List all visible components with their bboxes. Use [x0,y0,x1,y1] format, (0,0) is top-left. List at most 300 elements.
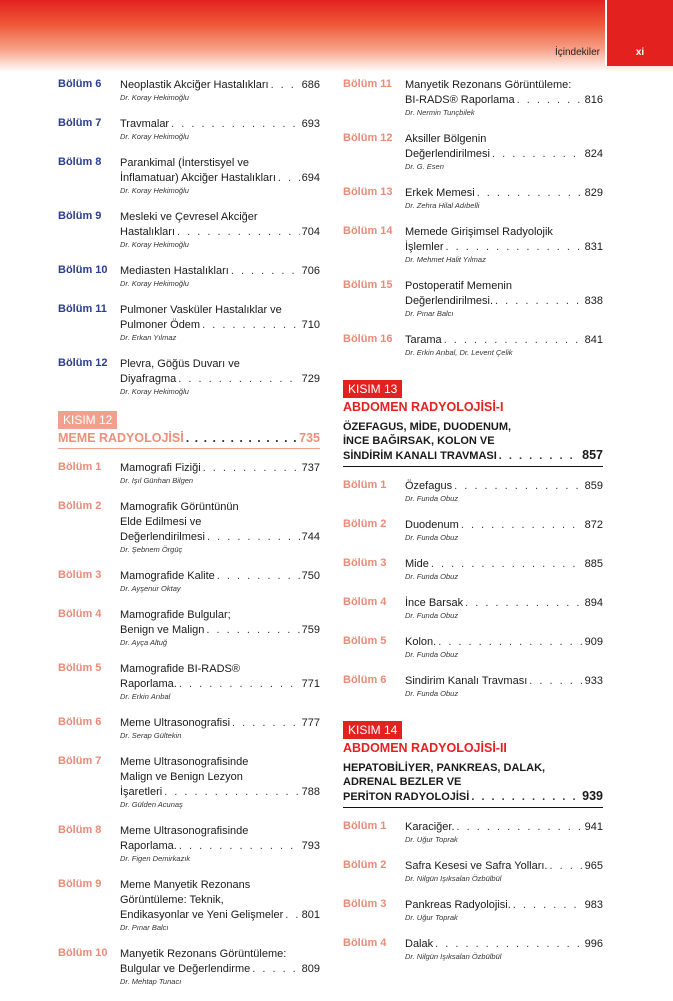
part-title[interactable] [58,431,320,445]
chapter-number: Bölüm 3 [58,569,102,581]
chapter-title-line [120,839,320,854]
chapter-author: Dr. G. Esen [405,162,444,171]
chapter-title-line [405,518,603,533]
chapter-title-text: BI-RADS® Raporlama [405,94,515,106]
chapter-title-line: Parankimal (İnterstisyel ve [120,157,249,169]
leader-dots [171,117,300,132]
chapter-number: Bölüm 1 [343,479,387,491]
toc-entry[interactable] [58,210,320,250]
chapter-list [58,461,320,987]
leader-dots [179,677,300,692]
chapter-author: Dr. Funda Obuz [405,494,459,503]
chapter-author: Dr. Koray Hekimoğlu [120,93,189,102]
chapter-title [120,156,320,186]
toc-entry[interactable] [343,898,603,923]
chapter-title-text: Neoplastik Akciğer Hastalıkları [120,79,269,91]
toc-entry[interactable] [58,608,320,648]
chapter-author: Dr. Uğur Toprak [405,913,458,922]
chapter-title [120,117,320,132]
chapter-number: Bölüm 1 [58,461,102,473]
leader-dots [207,530,300,545]
toc-entry[interactable] [343,479,603,504]
chapter-title-text: Karaciğer. [405,821,455,833]
chapter-number: Bölüm 2 [343,859,387,871]
page-number: 809 [301,963,320,975]
chapter-author: Dr. Funda Obuz [405,650,459,659]
page-number: 759 [301,624,320,636]
chapter-title-line: Elde Edilmesi ve [120,516,202,528]
toc-entry[interactable] [58,569,320,594]
chapter-title [120,303,320,333]
leader-dots [444,333,583,348]
part-subtitle-line: İNCE BAĞIRSAK, KOLON VE [343,435,495,447]
chapter-title-text: Raporlama. [120,840,177,852]
chapter-number: Bölüm 11 [343,78,392,90]
chapter-title [120,755,320,800]
chapter-author: Dr. Işıl Günhan Bilgen [120,476,194,485]
page-number: 686 [301,79,320,91]
part-subtitle[interactable] [343,420,603,463]
chapter-title-text: Pulmoner Ödem [120,319,201,331]
chapter-author: Dr. Gülden Acunaş [120,800,183,809]
chapter-number: Bölüm 3 [343,898,387,910]
part-title: ABDOMEN RADYOLOJİSİ-II [343,741,507,755]
chapter-title-line: Plevra, Göğüs Duvarı ve [120,358,240,370]
chapter-title-text: Kolon. [405,636,437,648]
chapter-author: Dr. Ayça Altuğ [120,638,168,647]
header-band [0,0,673,72]
toc-entry[interactable] [343,78,603,118]
part-subtitle-line [343,789,603,804]
chapter-title-text: Değerlendirilmesi [120,531,205,543]
chapter-title-line: Meme Ultrasonografisinde [120,825,249,837]
part-subtitle[interactable] [343,761,603,804]
chapter-title-line [120,461,320,476]
chapter-title-line [120,569,320,584]
leader-dots [477,186,583,201]
chapter-title-line [405,333,603,348]
page-number: 704 [301,226,320,238]
chapter-author: Dr. Funda Obuz [405,689,459,698]
page-number: 710 [301,319,320,331]
page-number: 965 [584,860,603,872]
page-number: 831 [584,241,603,253]
chapter-title-line: Malign ve Benign Lezyon [120,771,243,783]
leader-dots [461,518,583,533]
chapter-list [58,78,320,397]
chapter-number: Bölüm 13 [343,186,393,198]
left-column [58,78,320,1001]
toc-entry[interactable] [58,264,320,289]
part-subtitle-line: ADRENAL BEZLER VE [343,776,462,788]
leader-dots [232,716,300,731]
page-number: 824 [584,148,603,160]
chapter-title-text: Tarama [405,334,442,346]
chapter-author: Dr. Pınar Balcı [405,309,454,318]
toc-entry[interactable] [58,947,320,987]
part-label: KISIM 14 [343,721,402,739]
page-number: 693 [301,118,320,130]
page-number: 729 [301,373,320,385]
chapter-title-line [120,117,320,132]
chapter-title [120,78,320,93]
page-number: 885 [584,558,603,570]
chapter-title-line [120,225,320,240]
chapter-title [120,662,320,692]
leader-dots [202,318,300,333]
chapter-author: Dr. Erkin Arıbal, Dr. Levent Çelik [405,348,513,357]
leader-dots [206,623,299,638]
chapter-title-line [405,294,603,309]
toc-entry[interactable] [58,461,320,486]
chapter-title-line [120,785,320,800]
leader-dots [278,171,300,186]
toc-entry[interactable] [343,596,603,621]
chapter-number: Bölüm 6 [58,716,102,728]
leader-dots [438,635,582,650]
chapter-title-text: Mide [405,558,429,570]
chapter-title-text: İnflamatuar) Akciğer Hastalıkları [120,172,276,184]
page-number: 793 [301,840,320,852]
part-label: KISIM 13 [343,380,402,398]
chapter-title-text: Travmalar [120,118,170,130]
toc-entry[interactable] [58,662,320,702]
chapter-title-text: Özefagus [405,480,453,492]
chapter-title-text: Mediasten Hastalıkları [120,265,229,277]
divider [343,466,603,467]
leader-dots [231,264,300,279]
chapter-number: Bölüm 16 [343,333,393,345]
toc-entry[interactable] [343,279,603,319]
page-number: 941 [584,821,603,833]
toc-entry[interactable] [343,635,603,660]
chapter-title-line [405,186,603,201]
page-number: 909 [584,636,603,648]
chapter-title-line: Aksiller Bölgenin [405,133,487,145]
page-number-box [605,0,673,66]
chapter-number: Bölüm 10 [58,264,108,276]
page-number: 744 [301,531,320,543]
leader-dots [517,93,583,108]
toc-entry[interactable] [343,518,603,543]
chapter-title [405,674,603,689]
page-number: 829 [584,187,603,199]
chapter-author: Dr. Funda Obuz [405,533,459,542]
chapter-title [120,461,320,476]
chapter-title-line [405,240,603,255]
chapter-title-line: Mesleki ve Çevresel Akciğer [120,211,258,223]
chapter-title [405,820,603,835]
leader-dots [431,557,583,572]
toc-entry[interactable] [58,78,320,103]
toc-entry[interactable] [58,156,320,196]
chapter-number: Bölüm 7 [58,117,102,129]
chapter-author: Dr. Figen Demirkazık [120,854,191,863]
chapter-author: Dr. Erkan Yılmaz [120,333,177,342]
page-number: 872 [584,519,603,531]
chapter-title-line [120,677,320,692]
toc-entry[interactable] [343,859,603,884]
leader-dots [271,78,300,93]
chapter-title-line: Görüntüleme: Teknik, [120,894,224,906]
chapter-author: Dr. Zehra Hilal Adıbelli [405,201,480,210]
chapter-title-line: Postoperatif Memenin [405,280,512,292]
leader-dots [499,449,580,463]
chapter-number: Bölüm 9 [58,210,102,222]
chapter-title-text: Raporlama. [120,678,177,690]
chapter-title-line: Meme Manyetik Rezonans [120,879,251,891]
page-number: xi [635,47,645,58]
leader-dots [178,372,299,387]
chapter-author: Dr. Erkin Arıbal [120,692,171,701]
part-subtitle-text: SİNDİRİM KANALI TRAVMASI [343,450,497,462]
chapter-number: Bölüm 8 [58,824,102,836]
part-page: 735 [299,431,320,445]
chapter-title-text: Bulgular ve Değerlendirme [120,963,251,975]
chapter-title [120,824,320,854]
chapter-title-line [120,264,320,279]
chapter-title [405,78,603,108]
chapter-number: Bölüm 9 [58,878,102,890]
chapter-title-text: Sindirim Kanalı Travması [405,675,528,687]
chapter-title [405,859,603,874]
leader-dots [217,569,300,584]
chapter-title [120,716,320,731]
part-13-heading [343,380,603,467]
chapter-number: Bölüm 6 [343,674,387,686]
chapter-title-line [405,557,603,572]
leader-dots [513,898,583,913]
chapter-title [405,557,603,572]
chapter-number: Bölüm 3 [343,557,387,569]
toc-entry[interactable] [343,557,603,582]
leader-dots [177,225,300,240]
chapter-title-text: Değerlendirilmesi. [405,295,494,307]
page-number: 801 [301,909,320,921]
page-number: 859 [584,480,603,492]
toc-entry[interactable] [58,755,320,810]
chapter-author: Dr. Nilgün Işıksalan Özbülbül [405,874,502,883]
chapter-author: Dr. Mehmet Halit Yılmaz [405,255,486,264]
chapter-title [405,186,603,201]
chapter-title-line [405,674,603,689]
chapter-title-line [405,937,603,952]
chapter-title [405,937,603,952]
chapter-author: Dr. Serap Gültekin [120,731,182,740]
page-number: 694 [301,172,320,184]
chapter-number: Bölüm 4 [343,937,387,949]
leader-dots [492,147,583,162]
chapter-list [343,820,603,962]
toc-entry[interactable] [58,824,320,864]
toc-entry[interactable] [343,937,603,962]
chapter-author: Dr. Nermin Tunçbilek [405,108,475,117]
chapter-number: Bölüm 12 [58,357,108,369]
divider [58,448,320,449]
leader-dots [186,431,297,445]
chapter-author: Dr. Funda Obuz [405,611,459,620]
chapter-number: Bölüm 7 [58,755,102,767]
chapter-title-line [405,859,603,874]
chapter-number: Bölüm 10 [58,947,108,959]
toc-entry[interactable] [58,500,320,555]
chapter-title-line: Manyetik Rezonans Görüntüleme: [405,79,572,91]
chapter-title-text: Mamografide Kalite [120,570,215,582]
toc-entry[interactable] [58,878,320,933]
chapter-title-line: Mamografide Bulgular; [120,609,231,621]
chapter-title [405,279,603,309]
leader-dots [454,479,583,494]
chapter-title [120,569,320,584]
chapter-title-text: Pankreas Radyolojisi. [405,899,511,911]
toc-entry[interactable] [343,820,603,845]
chapter-author: Dr. Ayşenur Oktay [120,584,181,593]
chapter-number: Bölüm 2 [58,500,102,512]
chapter-title-text: Safra Kesesi ve Safra Yolları. [405,860,548,872]
leader-dots [465,596,583,611]
chapter-title [120,357,320,387]
part-subtitle-line: HEPATOBİLİYER, PANKREAS, DALAK, [343,762,546,774]
part-subtitle-line [343,448,603,463]
chapter-title-line: Pulmoner Vasküler Hastalıklar ve [120,304,282,316]
chapter-title-text: Benign ve Malign [120,624,205,636]
page-number: 838 [584,295,603,307]
chapter-author: Dr. Koray Hekimoğlu [120,387,189,396]
chapter-title-line [120,78,320,93]
page-number: 788 [301,786,320,798]
chapter-title [405,898,603,913]
part-title: ABDOMEN RADYOLOJİSİ-I [343,400,504,414]
chapter-title-line [120,716,320,731]
toc-entry[interactable] [343,333,603,358]
chapter-number: Bölüm 5 [58,662,102,674]
page-number: 996 [584,938,603,950]
chapter-title-line [120,171,320,186]
leader-dots [471,790,580,804]
leader-dots [495,294,583,309]
chapter-title [120,947,320,977]
chapter-title-text: Endikasyonlar ve Yeni Gelişmeler [120,909,284,921]
chapter-number: Bölüm 11 [58,303,107,315]
chapter-title [120,878,320,923]
chapter-title [120,500,320,545]
chapter-title-line [405,898,603,913]
chapter-author: Dr. Nilgün Işıksalan Özbülbül [405,952,502,961]
leader-dots [457,820,583,835]
toc-entry[interactable] [343,225,603,265]
chapter-list [343,78,603,358]
chapter-title-text: Duodenum [405,519,459,531]
chapter-title-line: Manyetik Rezonans Görüntüleme: [120,948,287,960]
leader-dots [549,859,582,874]
chapter-title [405,333,603,348]
chapter-author: Dr. Koray Hekimoğlu [120,279,189,288]
leader-dots [252,962,299,977]
chapter-title-line: Meme Ultrasonografisinde [120,756,249,768]
chapter-title [405,132,603,162]
chapter-title [405,635,603,650]
chapter-title-line [405,596,603,611]
toc-entry[interactable] [343,132,603,172]
part-subtitle-line: ÖZEFAGUS, MİDE, DUODENUM, [343,421,512,433]
page-number: 816 [584,94,603,106]
chapter-title-text: Mamografi Fiziği [120,462,201,474]
page-number: 933 [584,675,603,687]
page-number: 750 [301,570,320,582]
chapter-number: Bölüm 5 [343,635,387,647]
chapter-title-line [405,635,603,650]
chapter-author: Dr. Koray Hekimoğlu [120,132,189,141]
leader-dots [529,674,582,689]
toc-entry[interactable] [58,357,320,397]
chapter-author: Dr. Koray Hekimoğlu [120,186,189,195]
chapter-title-line [120,318,320,333]
chapter-title [405,518,603,533]
chapter-author: Dr. Funda Obuz [405,572,459,581]
part-page: 939 [582,789,603,803]
chapter-title [405,225,603,255]
chapter-number: Bölüm 15 [343,279,393,291]
part-label: KISIM 12 [58,411,117,429]
part-14-heading [343,721,603,808]
right-column [343,78,603,976]
part-subtitle-text: PERİTON RADYOLOJİSİ [343,791,470,803]
chapter-title-line [405,479,603,494]
page-number: 894 [584,597,603,609]
page-number: 983 [584,899,603,911]
page-number: 771 [301,678,320,690]
leader-dots [164,785,299,800]
chapter-author: Dr. Şebnem Örgüç [120,545,183,554]
toc-entry[interactable] [58,303,320,343]
running-header: İçindekiler [554,47,600,58]
chapter-number: Bölüm 14 [343,225,393,237]
chapter-title-text: Erkek Memesi [405,187,475,199]
toc-entry[interactable] [58,716,320,741]
toc-entry[interactable] [343,186,603,211]
chapter-title-line [405,820,603,835]
chapter-title-line [405,147,603,162]
leader-dots [179,839,300,854]
part-page: 857 [582,448,603,462]
chapter-number: Bölüm 12 [343,132,393,144]
chapter-author: Dr. Koray Hekimoğlu [120,240,189,249]
chapter-title-text: İşlemler [405,241,444,253]
page-number: 706 [301,265,320,277]
chapter-title-line [120,530,320,545]
chapter-number: Bölüm 2 [343,518,387,530]
part-title-text: MEME RADYOLOJİSİ [58,431,184,445]
part-12-heading [58,411,320,449]
toc-entry[interactable] [58,117,320,142]
leader-dots [285,908,299,923]
chapter-title-line [120,623,320,638]
chapter-title-text: İşaretleri [120,786,163,798]
chapter-title-line: Mamografik Görüntünün [120,501,239,513]
toc-entry[interactable] [343,674,603,699]
chapter-title-line [120,908,320,923]
chapter-title [120,608,320,638]
chapter-title [120,264,320,279]
divider [343,807,603,808]
chapter-title-line: Mamografide BI-RADS® [120,663,240,675]
chapter-title-line [120,962,320,977]
chapter-author: Dr. Mehtap Tunacı [120,977,182,986]
chapter-number: Bölüm 1 [343,820,387,832]
chapter-number: Bölüm 4 [343,596,387,608]
chapter-title [120,210,320,240]
chapter-number: Bölüm 8 [58,156,102,168]
